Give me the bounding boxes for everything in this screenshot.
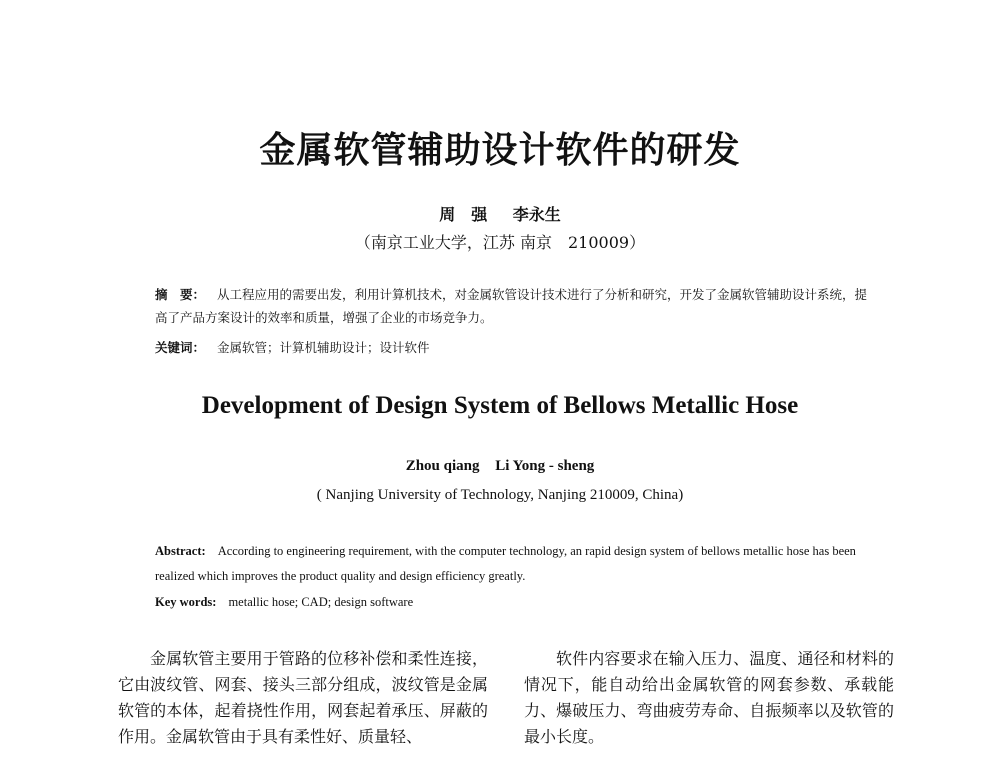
abstract-cn xyxy=(155,283,875,329)
author-cn-2: 李永生 xyxy=(512,205,561,224)
abstract-cn-text: 从工程应用的需要出发，利用计算机技术，对金属软管设计技术进行了分析和研究，开发了金属软管辅助设计系统，提高了产品方案设计的效率和质量，增强了企业的市场竞争力。 xyxy=(155,287,868,325)
author-en-1: Zhou qiang xyxy=(405,458,480,474)
affiliation-cn: （南京工业大学，江苏 南京 210009） xyxy=(354,233,646,252)
body-paragraph-left: 金属软管主要用于管路的位移补偿和柔性连接，它由波纹管、网套、接头三部分组成，波纹管是金属软管的本体，起着挠性作用，网套起着承压、屏蔽的作用。金属软管由于具有柔性好、质量轻、 xyxy=(118,649,488,746)
keywords-cn-text: 金属软管；计算机辅助设计；设计软件 xyxy=(217,340,430,355)
abstract-cn-label: 摘 要： xyxy=(155,287,206,302)
author-en-2: Li Yong - sheng xyxy=(495,458,595,474)
abstract-en xyxy=(155,539,865,589)
abstract-en-text: According to engineering requirement, with the computer technology, an rapid design system of bellows metallic hose has been realized which improves the product quality and design efficiency greatly. xyxy=(155,544,856,583)
keywords-en-label: Key words: xyxy=(155,595,217,609)
keywords-en xyxy=(155,590,865,615)
body-paragraph-right: 软件内容要求在输入压力、温度、通径和材料的情况下，能自动给出金属软管的网套参数、承载能力、爆破压力、弯曲疲劳寿命、自振频率以及软管的最小长度。 xyxy=(524,649,894,746)
authors-en xyxy=(0,458,1000,475)
page-title: 金属软管辅助设计软件的研发 xyxy=(259,129,741,171)
abstract-en-label: Abstract: xyxy=(155,544,206,558)
keywords-en-text: metallic hose; CAD; design software xyxy=(228,595,414,609)
keywords-cn-label: 关键词： xyxy=(155,340,206,355)
affiliation-en: ( Nanjing University of Technology, Nanjing 210009, China) xyxy=(316,487,684,503)
keywords-cn xyxy=(155,336,875,359)
author-cn-1: 周 强 xyxy=(439,205,488,224)
english-title: Development of Design System of Bellows Metallic Hose xyxy=(201,392,799,419)
authors-cn xyxy=(0,202,1000,225)
